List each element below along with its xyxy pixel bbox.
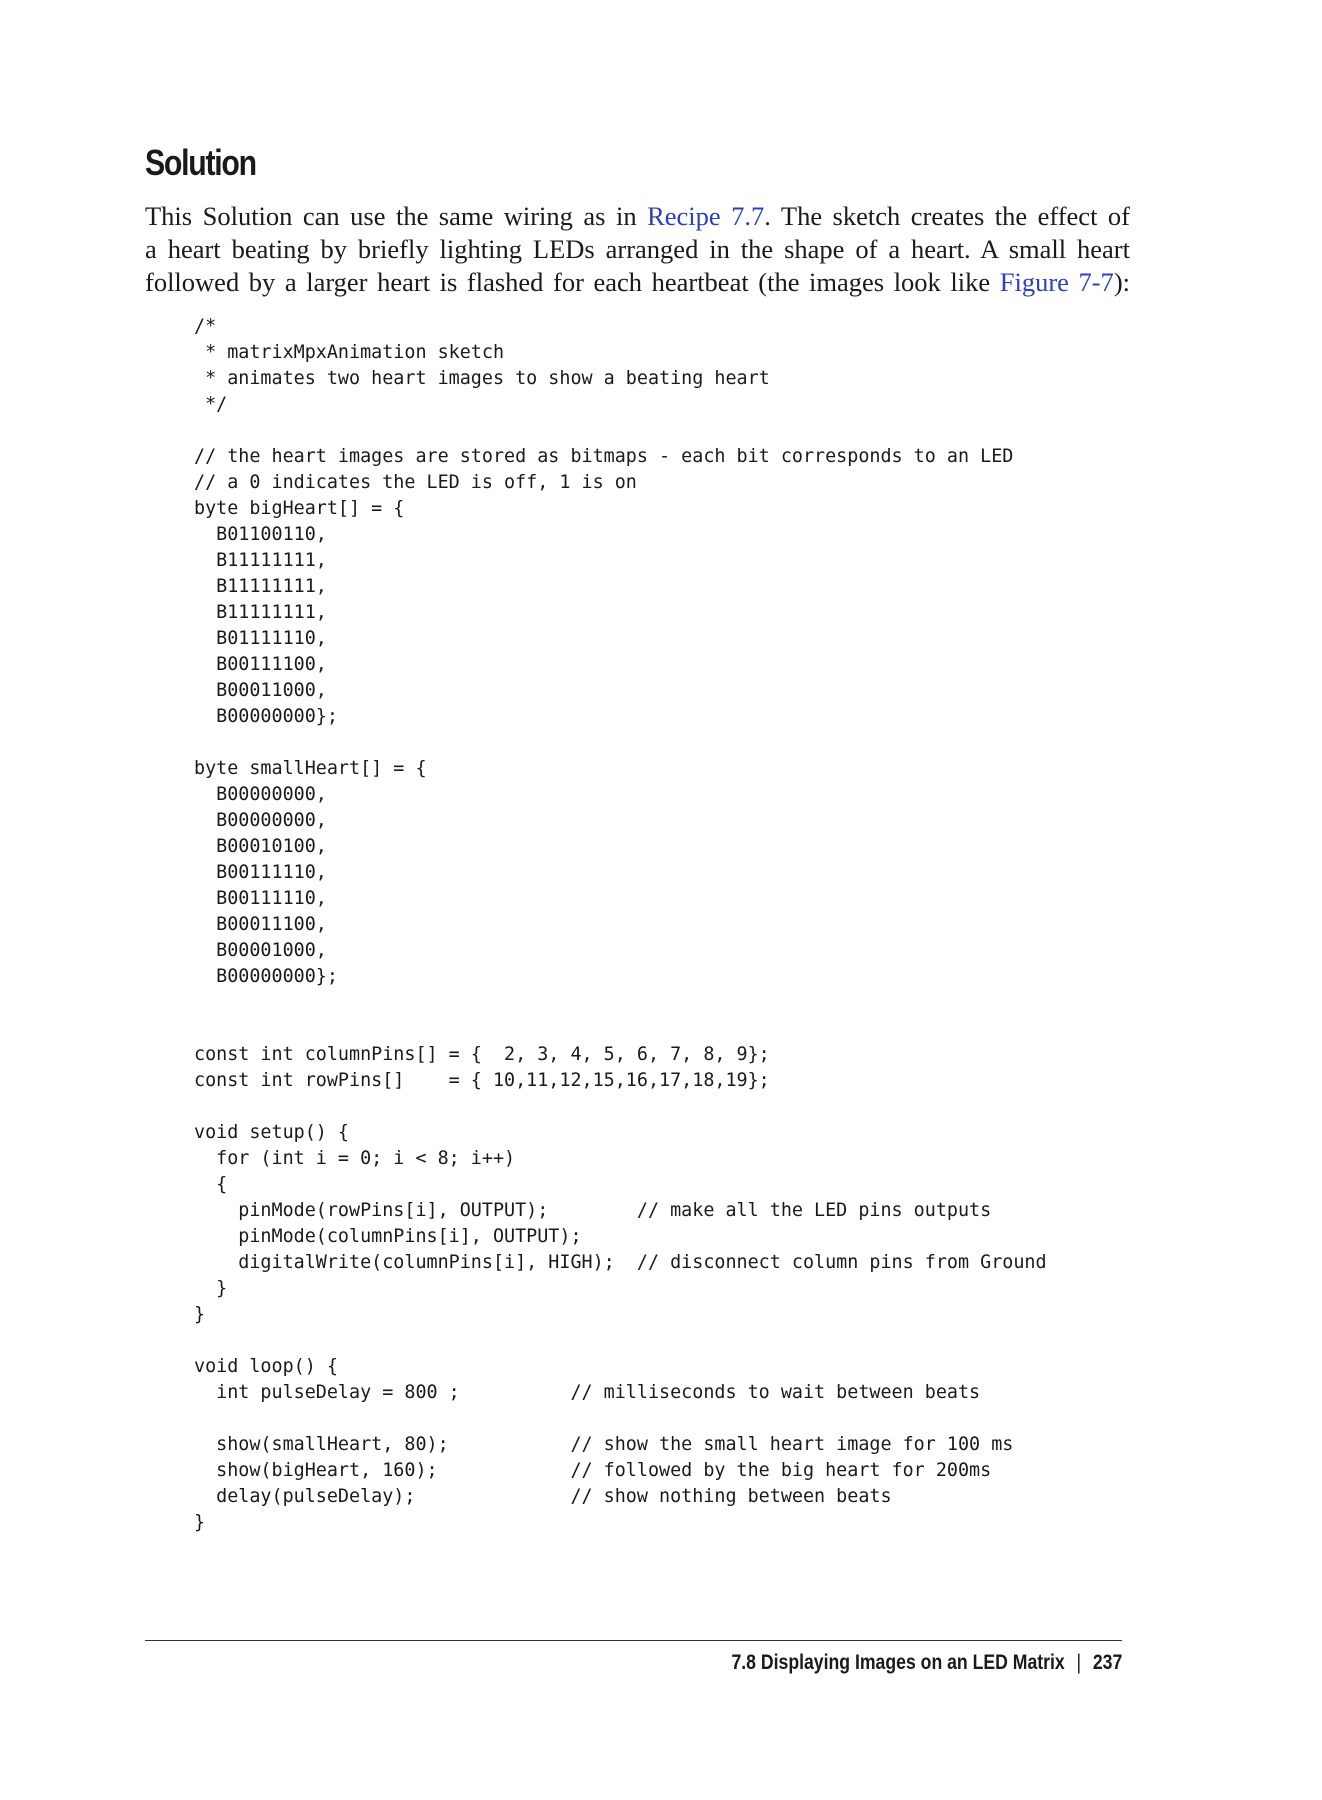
figure-link[interactable]: Figure 7-7	[999, 267, 1114, 297]
page-number: 237	[1092, 1651, 1122, 1674]
section-heading: Solution	[145, 142, 256, 183]
intro-line-3	[145, 266, 1130, 299]
page-footer	[731, 1651, 1122, 1675]
code-listing: /* * matrixMpxAnimation sketch * animates two heart images to show a beating heart */ // the heart images are stored as bitmaps - each bit corresponds to an LED // a 0 indicates the LED is off, 1 is on byte bigHeart[] = { B01100110, B11111111, B11111111, B11111111, B01111110, B00111100, B00011000, B00000000}; byte smallHeart[] = { B00000000, B00000000, B00010100, B00111110, B00111110, B00011100, B00001000, B00000000}; const int columnPins[] = { 2, 3, 4, 5, 6, 7, 8, 9}; const int rowPins[] = { 10,11,12,15,16,17,18,19}; void setup() { for (int i = 0; i < 8; i++) { pinMode(rowPins[i], OUTPUT); // make all the LED pins outputs pinMode(columnPins[i], OUTPUT); digitalWrite(columnPins[i], HIGH); // disconnect column pins from Ground } } void loop() { int pulseDelay = 800 ; // milliseconds to wait between beats show(smallHeart, 80); // show the small heart image for 100 ms show(bigHeart, 160); // followed by the big heart for 200ms delay(pulseDelay); // show nothing between beats }	[194, 316, 1047, 1533]
intro-text: followed by a larger heart is flashed for each heartbeat (the images look like	[145, 267, 1000, 297]
recipe-link[interactable]: Recipe 7.7	[647, 201, 765, 231]
footer-separator: |	[1076, 1651, 1081, 1674]
footer-section-label: 7.8 Displaying Images on an LED Matrix	[731, 1651, 1065, 1674]
intro-text: . The sketch creates the effect of	[764, 201, 1130, 231]
intro-paragraph	[145, 200, 1130, 299]
intro-line-2: a heart beating by briefly lighting LEDs arranged in the shape of a heart. A small heart	[145, 234, 1130, 264]
intro-line-1	[145, 200, 1130, 233]
intro-text: This Solution can use the same wiring as in	[145, 201, 648, 231]
footer-rule	[145, 1640, 1122, 1641]
intro-text: ):	[1113, 267, 1130, 297]
